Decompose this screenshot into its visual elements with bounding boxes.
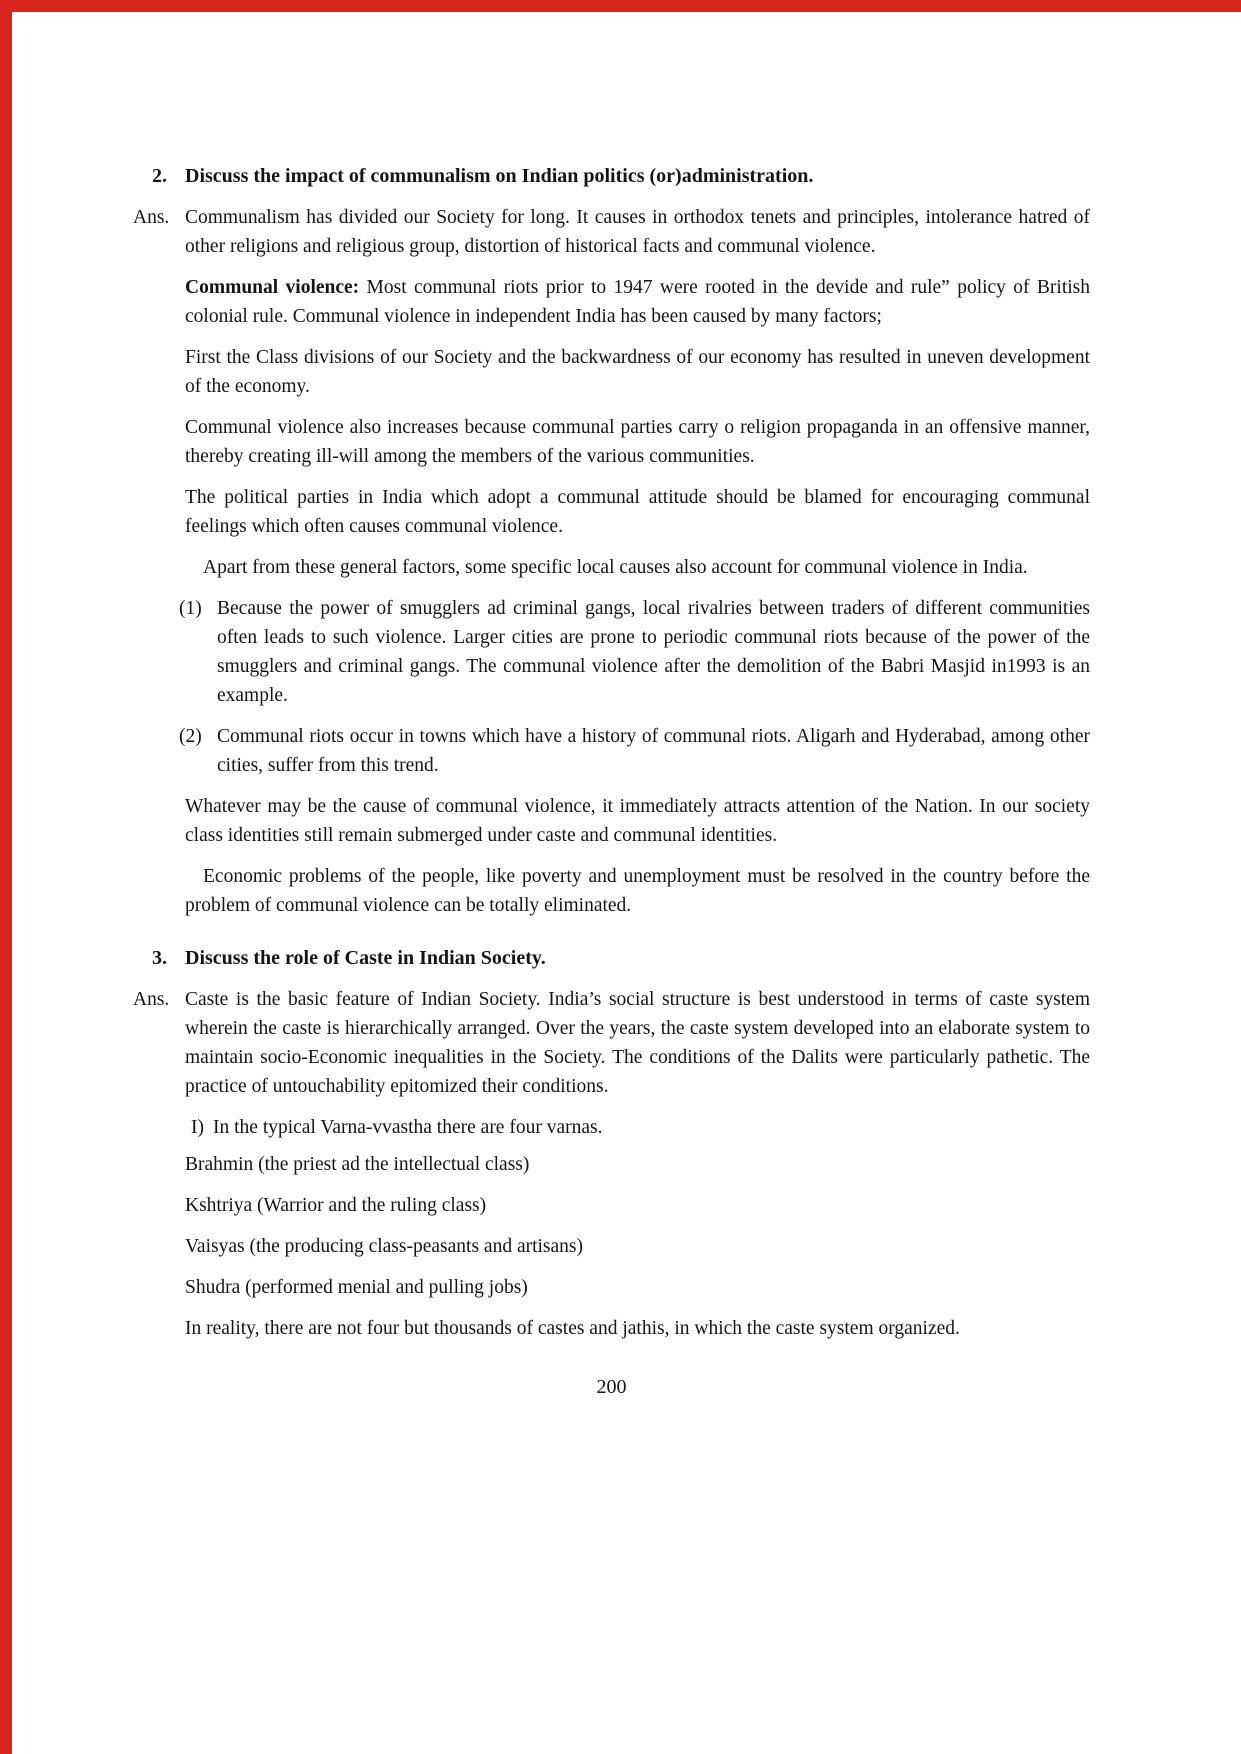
answer-3-roman-item-1 <box>191 1113 1090 1142</box>
list-item-1-label: (1) <box>179 598 202 619</box>
answer-2-label: Ans. <box>133 207 170 228</box>
varna-item-shudra: Shudra (performed menial and pulling jobs) <box>185 1277 528 1298</box>
question-2-answer <box>133 203 1090 932</box>
question-3-heading <box>133 944 1090 973</box>
answer-2-paragraph-6: Apart from these general factors, some specific local causes also account for communal violence in India. <box>203 557 1028 578</box>
question-3-answer <box>133 985 1090 1355</box>
page-content <box>133 162 1090 1367</box>
answer-2-paragraph-5: The political parties in India which adopt a communal attitude should be blamed for encouraging communal feelings which often causes communal violence. <box>185 487 1090 537</box>
varna-closing-note: In reality, there are not four but thousands of castes and jathis, in which the caste system organized. <box>185 1318 960 1339</box>
question-2-heading <box>133 162 1090 191</box>
communal-violence-text: Most communal riots prior to 1947 were rooted in the devide and rule” policy of British colonial rule. Communal violence in independent India has been caused by many factors; <box>185 277 1090 327</box>
answer-2-list-item-1 <box>179 594 1090 710</box>
answer-2-paragraph-3: First the Class divisions of our Society and the backwardness of our economy has resulted in uneven development of the economy. <box>185 347 1090 397</box>
answer-2-paragraph-1: Communalism has divided our Society for long. It causes in orthodox tenets and principles, intolerance hatred of other religions and religious group, distortion of historical facts and communal violence. <box>185 207 1090 257</box>
answer-2-paragraph-2 <box>185 273 1090 331</box>
answer-3-body <box>185 985 1090 1355</box>
question-3-title: Discuss the role of Caste in Indian Society. <box>185 947 546 969</box>
page-number: 200 <box>596 1376 627 1398</box>
communal-violence-lead: Communal violence: <box>185 277 360 298</box>
varna-item-vaisyas: Vaisyas (the producing class-peasants and artisans) <box>185 1236 584 1257</box>
answer-2-paragraph-8: Economic problems of the people, like poverty and unemployment must be resolved in the country before the problem of communal violence can be totally eliminated. <box>185 866 1090 916</box>
list-item-1-text: Because the power of smugglers ad criminal gangs, local rivalries between traders of different communities often leads to such violence. Larger cities are prone to periodic communal riots because of the power of the smugglers and criminal gangs. The communal violence after the demolition of the Babri Masjid in1993 is an example. <box>217 598 1090 706</box>
answer-3-paragraph-1: Caste is the basic feature of Indian Society. India’s social structure is best understood in terms of caste system wherein the caste is hierarchically arranged. Over the years, the caste system developed into an elaborate system to maintain socio-Economic inequalities in the Society. The conditions of the Dalits were particularly pathetic. The practice of untouchability epitomized their conditions. <box>185 989 1090 1097</box>
page-top-edge <box>0 0 1241 12</box>
list-item-2-text: Communal riots occur in towns which have a history of communal riots. Aligarh and Hyderabad, among other cities, suffer from this trend. <box>217 726 1090 776</box>
page-left-edge <box>0 0 12 1754</box>
answer-2-list-item-2 <box>179 722 1090 780</box>
answer-3-label: Ans. <box>133 989 170 1010</box>
question-2-title: Discuss the impact of communalism on Indian politics (or)administration. <box>185 165 814 187</box>
answer-2-paragraph-7: Whatever may be the cause of communal violence, it immediately attracts attention of the Nation. In our society class identities still remain submerged under caste and communal identities. <box>185 796 1090 846</box>
question-3-number: 3. <box>152 947 167 969</box>
roman-item-1-text: In the typical Varna-vvastha there are four varnas. <box>213 1117 603 1138</box>
varna-item-kshtriya: Kshtriya (Warrior and the ruling class) <box>185 1195 487 1216</box>
answer-2-paragraph-4: Communal violence also increases because communal parties carry o religion propaganda in an offensive manner, thereby creating ill-will among the members of the various communities. <box>185 417 1090 467</box>
answer-2-body <box>179 203 1090 932</box>
question-2-number: 2. <box>152 165 167 187</box>
varna-item-brahmin: Brahmin (the priest ad the intellectual class) <box>185 1154 530 1175</box>
roman-item-1-label: I) <box>191 1117 204 1138</box>
list-item-2-label: (2) <box>179 726 202 747</box>
